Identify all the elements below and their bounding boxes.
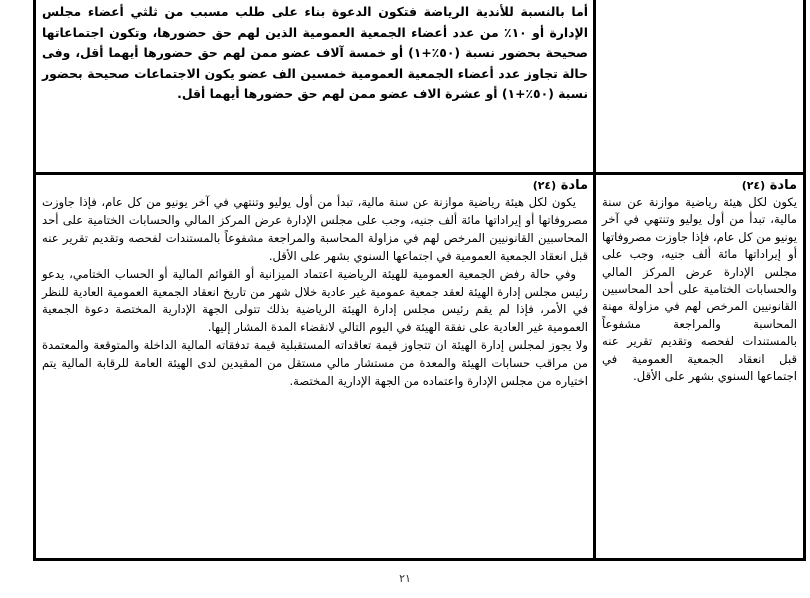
comparison-table [33,0,806,561]
club-meeting-paragraph: أما بالنسبة للأندية الرياضة فتكون الدعوة بناء على طلب مسبب من ثلثي أعضاء مجلس الإدارة أو ١٠٪ من عدد أعضاء الجمعية العمومية الذين لهم حق حضورها، وتكون اجتماعاتها صحيحة بحضور نسبة (٥٠٪+١) أو خمسة آلاف عضو ممن لهم حق حضورها أيهما أقل، وفى حالة تجاوز عدد أعضاء الجمعية العمومية خمسين الف عضو يكون الاجتماعات صحيحة بحضور نسبة (٥٠٪+١) أو عشرة الاف عضو ممن لهم حق حضورها أيهما أقل. [42,4,588,102]
article-paragraph: ولا يجوز لمجلس إدارة الهيئة ان تتجاوز قيمة تعاقداته المستقبلية قيمة تدفقاته المالية الداخلة والمتوقعة والمعتمدة من مراقب حسابات الهيئة والمعدة من مستشار مالي مستقل من المقيدين لدى الهيئة العامة للرقابة المالية يتم اختياره من مجلس الإدارة واعتماده من الجهة الإدارية المختصة. [42,338,588,389]
article-title: مادة [560,178,588,193]
table-cell-original-text [596,172,803,558]
article-number: (٢٤) [532,179,557,192]
article-paragraph: يكون لكل هيئة رياضية موازنة عن سنة مالية، تبدأ من أول يوليو وتنتهي في آخر يونيو من كل عام، فإذا جاوزت مصروفاتها أو إيراداتها مائة ألف جنيه، وجب على مجلس الإدارة عرض المركز المالي والحسابات الختامية على أحد المحاسبين القانونيين المرخص لهم في مزاولة مهنة المحاسبة والمراجعة مشفوعاً بالمستندات لفحصه وتقديم تقرير عنه قبل انعقاد الجمعية العمومية في اجتماعها السنوي بشهر على الأقل. [602,195,797,384]
article-paragraph: يكون لكل هيئة رياضية موازنة عن سنة مالية، تبدأ من أول يوليو وتنتهي في آخر يونيو من كل عام، فإذا جاوزت مصروفاتها أو إيراداتها مائة ألف جنيه، وجب على مجلس الإدارة عرض المركز المالي والحسابات الختامية على أحد المحاسبين القانونيين المرخص لهم في مزاولة المحاسبة والمراجعة مشفوعاً بالمستندات لفحصه وتقديم تقرير عنه قبل انعقاد الجمعية العمومية في اجتماعها السنوي بشهر على الأقل. [42,195,588,263]
table-cell-amended-text [36,172,596,558]
article-title: مادة [769,178,797,193]
article-heading [42,178,588,194]
table-row [36,172,803,558]
article-heading [602,178,797,194]
page-number: ٢١ [399,572,411,585]
table-cell-amended-text [36,0,596,172]
article-number: (٢٤) [741,179,766,192]
article-paragraph: وفي حالة رفض الجمعية العمومية للهيئة الرياضية اعتماد الميزانية أو القوائم المالية أو الحساب الختامي، يدعو رئيس مجلس إدارة الهيئة لعقد جمعية عمومية غير عادية خلال شهر من تاريخ انعقاد الجمعية العمومية العادية للنظر في الأمر، فإذا لم يقم رئيس مجلس إدارة الهيئة الرياضية بذلك تتولى الجهة الإدارية المختصة دعوة الجمعية العمومية غير العادية على نفقة الهيئة في اليوم التالي لانقضاء المدة المشار إليها. [42,266,588,335]
table-row [36,0,803,175]
table-cell-original-text [596,0,803,172]
